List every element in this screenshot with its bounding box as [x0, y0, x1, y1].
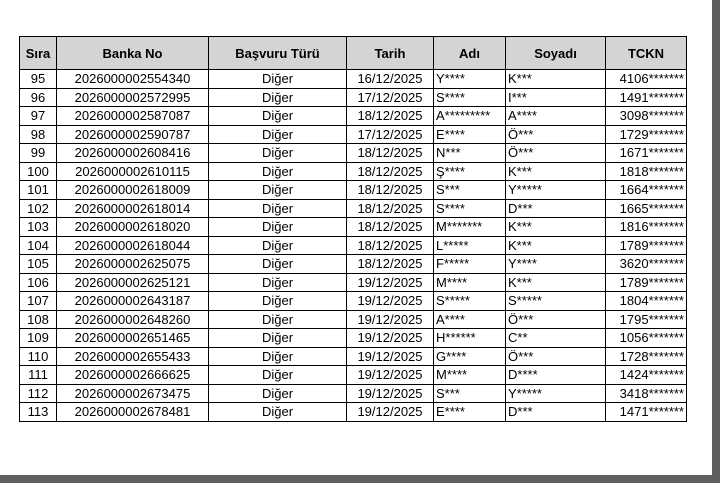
table-body: [20, 70, 687, 422]
cell-tarih: 16/12/2025: [347, 70, 434, 89]
cell-sira: 112: [20, 384, 57, 403]
header-sira: Sıra: [20, 37, 57, 70]
cell-tckn: 1671*******: [606, 144, 687, 163]
cell-adi: M****: [434, 366, 506, 385]
cell-basvuru-turu: Diğer: [209, 310, 347, 329]
cell-banka-no: 2026000002643187: [57, 292, 209, 311]
cell-tarih: 19/12/2025: [347, 310, 434, 329]
cell-banka-no: 2026000002655433: [57, 347, 209, 366]
cell-tckn: 1424*******: [606, 366, 687, 385]
cell-adi: A*********: [434, 107, 506, 126]
cell-soyadi: C**: [506, 329, 606, 348]
cell-tckn: 1816*******: [606, 218, 687, 237]
cell-banka-no: 2026000002610115: [57, 162, 209, 181]
cell-basvuru-turu: Diğer: [209, 292, 347, 311]
cell-adi: Ş****: [434, 162, 506, 181]
cell-soyadi: Y****: [506, 255, 606, 274]
cell-tarih: 18/12/2025: [347, 255, 434, 274]
cell-tckn: 1056*******: [606, 329, 687, 348]
cell-tckn: 1818*******: [606, 162, 687, 181]
cell-basvuru-turu: Diğer: [209, 88, 347, 107]
cell-sira: 105: [20, 255, 57, 274]
cell-adi: S****: [434, 88, 506, 107]
cell-banka-no: 2026000002625121: [57, 273, 209, 292]
cell-banka-no: 2026000002648260: [57, 310, 209, 329]
cell-soyadi: D***: [506, 199, 606, 218]
cell-basvuru-turu: Diğer: [209, 199, 347, 218]
cell-sira: 111: [20, 366, 57, 385]
cell-tckn: 4106*******: [606, 70, 687, 89]
table-row: [20, 255, 687, 274]
table-row: [20, 403, 687, 422]
cell-sira: 110: [20, 347, 57, 366]
header-soyadi: Soyadı: [506, 37, 606, 70]
cell-adi: N***: [434, 144, 506, 163]
cell-banka-no: 2026000002673475: [57, 384, 209, 403]
cell-soyadi: Ö***: [506, 125, 606, 144]
cell-tckn: 1728*******: [606, 347, 687, 366]
cell-tckn: 1789*******: [606, 273, 687, 292]
cell-tarih: 18/12/2025: [347, 199, 434, 218]
cell-tarih: 18/12/2025: [347, 181, 434, 200]
cell-sira: 108: [20, 310, 57, 329]
cell-adi: M*******: [434, 218, 506, 237]
cell-adi: S***: [434, 181, 506, 200]
cell-tarih: 17/12/2025: [347, 88, 434, 107]
cell-tarih: 19/12/2025: [347, 384, 434, 403]
cell-tckn: 3418*******: [606, 384, 687, 403]
table-row: [20, 347, 687, 366]
cell-adi: Y****: [434, 70, 506, 89]
cell-basvuru-turu: Diğer: [209, 329, 347, 348]
cell-banka-no: 2026000002666625: [57, 366, 209, 385]
cell-soyadi: D****: [506, 366, 606, 385]
cell-tckn: 1471*******: [606, 403, 687, 422]
cell-soyadi: Y*****: [506, 181, 606, 200]
cell-sira: 104: [20, 236, 57, 255]
cell-basvuru-turu: Diğer: [209, 144, 347, 163]
cell-soyadi: A****: [506, 107, 606, 126]
cell-banka-no: 2026000002618044: [57, 236, 209, 255]
cell-adi: A****: [434, 310, 506, 329]
cell-banka-no: 2026000002554340: [57, 70, 209, 89]
cell-soyadi: K***: [506, 162, 606, 181]
cell-soyadi: K***: [506, 236, 606, 255]
cell-adi: S*****: [434, 292, 506, 311]
cell-tckn: 1729*******: [606, 125, 687, 144]
cell-sira: 96: [20, 88, 57, 107]
cell-basvuru-turu: Diğer: [209, 366, 347, 385]
cell-adi: E****: [434, 125, 506, 144]
cell-basvuru-turu: Diğer: [209, 162, 347, 181]
table-header: [20, 37, 687, 70]
table-row: [20, 273, 687, 292]
cell-tarih: 18/12/2025: [347, 218, 434, 237]
cell-soyadi: Ö***: [506, 310, 606, 329]
cell-soyadi: D***: [506, 403, 606, 422]
table-row: [20, 125, 687, 144]
cell-adi: L*****: [434, 236, 506, 255]
cell-adi: H******: [434, 329, 506, 348]
cell-sira: 100: [20, 162, 57, 181]
cell-tckn: 1804*******: [606, 292, 687, 311]
cell-basvuru-turu: Diğer: [209, 403, 347, 422]
application-table: [19, 36, 687, 422]
cell-tckn: 1664*******: [606, 181, 687, 200]
table-row: [20, 70, 687, 89]
cell-tckn: 1665*******: [606, 199, 687, 218]
cell-sira: 107: [20, 292, 57, 311]
cell-sira: 97: [20, 107, 57, 126]
header-row: [20, 37, 687, 70]
header-tckn: TCKN: [606, 37, 687, 70]
cell-tarih: 19/12/2025: [347, 403, 434, 422]
cell-banka-no: 2026000002618020: [57, 218, 209, 237]
cell-tarih: 19/12/2025: [347, 347, 434, 366]
cell-tarih: 18/12/2025: [347, 162, 434, 181]
cell-adi: M****: [434, 273, 506, 292]
table-row: [20, 88, 687, 107]
cell-banka-no: 2026000002590787: [57, 125, 209, 144]
cell-tarih: 19/12/2025: [347, 292, 434, 311]
table-row: [20, 144, 687, 163]
table-row: [20, 107, 687, 126]
cell-basvuru-turu: Diğer: [209, 347, 347, 366]
cell-tarih: 19/12/2025: [347, 329, 434, 348]
cell-tckn: 1789*******: [606, 236, 687, 255]
table-row: [20, 310, 687, 329]
cell-sira: 101: [20, 181, 57, 200]
cell-sira: 113: [20, 403, 57, 422]
cell-sira: 103: [20, 218, 57, 237]
cell-tarih: 18/12/2025: [347, 236, 434, 255]
cell-adi: E****: [434, 403, 506, 422]
application-table-container: [19, 36, 686, 422]
table-row: [20, 199, 687, 218]
cell-banka-no: 2026000002608416: [57, 144, 209, 163]
cell-sira: 98: [20, 125, 57, 144]
cell-soyadi: Y*****: [506, 384, 606, 403]
cell-soyadi: I***: [506, 88, 606, 107]
cell-basvuru-turu: Diğer: [209, 181, 347, 200]
cell-soyadi: K***: [506, 218, 606, 237]
cell-adi: S****: [434, 199, 506, 218]
cell-basvuru-turu: Diğer: [209, 107, 347, 126]
cell-banka-no: 2026000002587087: [57, 107, 209, 126]
cell-basvuru-turu: Diğer: [209, 125, 347, 144]
table-row: [20, 329, 687, 348]
cell-soyadi: Ö***: [506, 347, 606, 366]
cell-adi: F*****: [434, 255, 506, 274]
table-row: [20, 384, 687, 403]
header-adi: Adı: [434, 37, 506, 70]
cell-banka-no: 2026000002651465: [57, 329, 209, 348]
cell-basvuru-turu: Diğer: [209, 273, 347, 292]
table-row: [20, 162, 687, 181]
cell-basvuru-turu: Diğer: [209, 384, 347, 403]
cell-tarih: 19/12/2025: [347, 273, 434, 292]
cell-sira: 99: [20, 144, 57, 163]
cell-basvuru-turu: Diğer: [209, 70, 347, 89]
cell-banka-no: 2026000002618009: [57, 181, 209, 200]
cell-basvuru-turu: Diğer: [209, 218, 347, 237]
cell-basvuru-turu: Diğer: [209, 255, 347, 274]
cell-sira: 106: [20, 273, 57, 292]
table-row: [20, 181, 687, 200]
table-row: [20, 218, 687, 237]
cell-adi: S***: [434, 384, 506, 403]
cell-tckn: 3098*******: [606, 107, 687, 126]
cell-tarih: 18/12/2025: [347, 144, 434, 163]
cell-sira: 95: [20, 70, 57, 89]
cell-banka-no: 2026000002625075: [57, 255, 209, 274]
cell-banka-no: 2026000002678481: [57, 403, 209, 422]
cell-banka-no: 2026000002572995: [57, 88, 209, 107]
cell-tckn: 1491*******: [606, 88, 687, 107]
header-basvuru-turu: Başvuru Türü: [209, 37, 347, 70]
cell-soyadi: S*****: [506, 292, 606, 311]
cell-tckn: 3620*******: [606, 255, 687, 274]
cell-sira: 109: [20, 329, 57, 348]
cell-soyadi: Ö***: [506, 144, 606, 163]
cell-banka-no: 2026000002618014: [57, 199, 209, 218]
cell-soyadi: K***: [506, 70, 606, 89]
cell-tarih: 19/12/2025: [347, 366, 434, 385]
cell-basvuru-turu: Diğer: [209, 236, 347, 255]
table-row: [20, 366, 687, 385]
cell-tarih: 17/12/2025: [347, 125, 434, 144]
cell-tckn: 1795*******: [606, 310, 687, 329]
header-tarih: Tarih: [347, 37, 434, 70]
cell-sira: 102: [20, 199, 57, 218]
cell-adi: G****: [434, 347, 506, 366]
header-banka-no: Banka No: [57, 37, 209, 70]
cell-soyadi: K***: [506, 273, 606, 292]
cell-tarih: 18/12/2025: [347, 107, 434, 126]
table-row: [20, 292, 687, 311]
table-row: [20, 236, 687, 255]
